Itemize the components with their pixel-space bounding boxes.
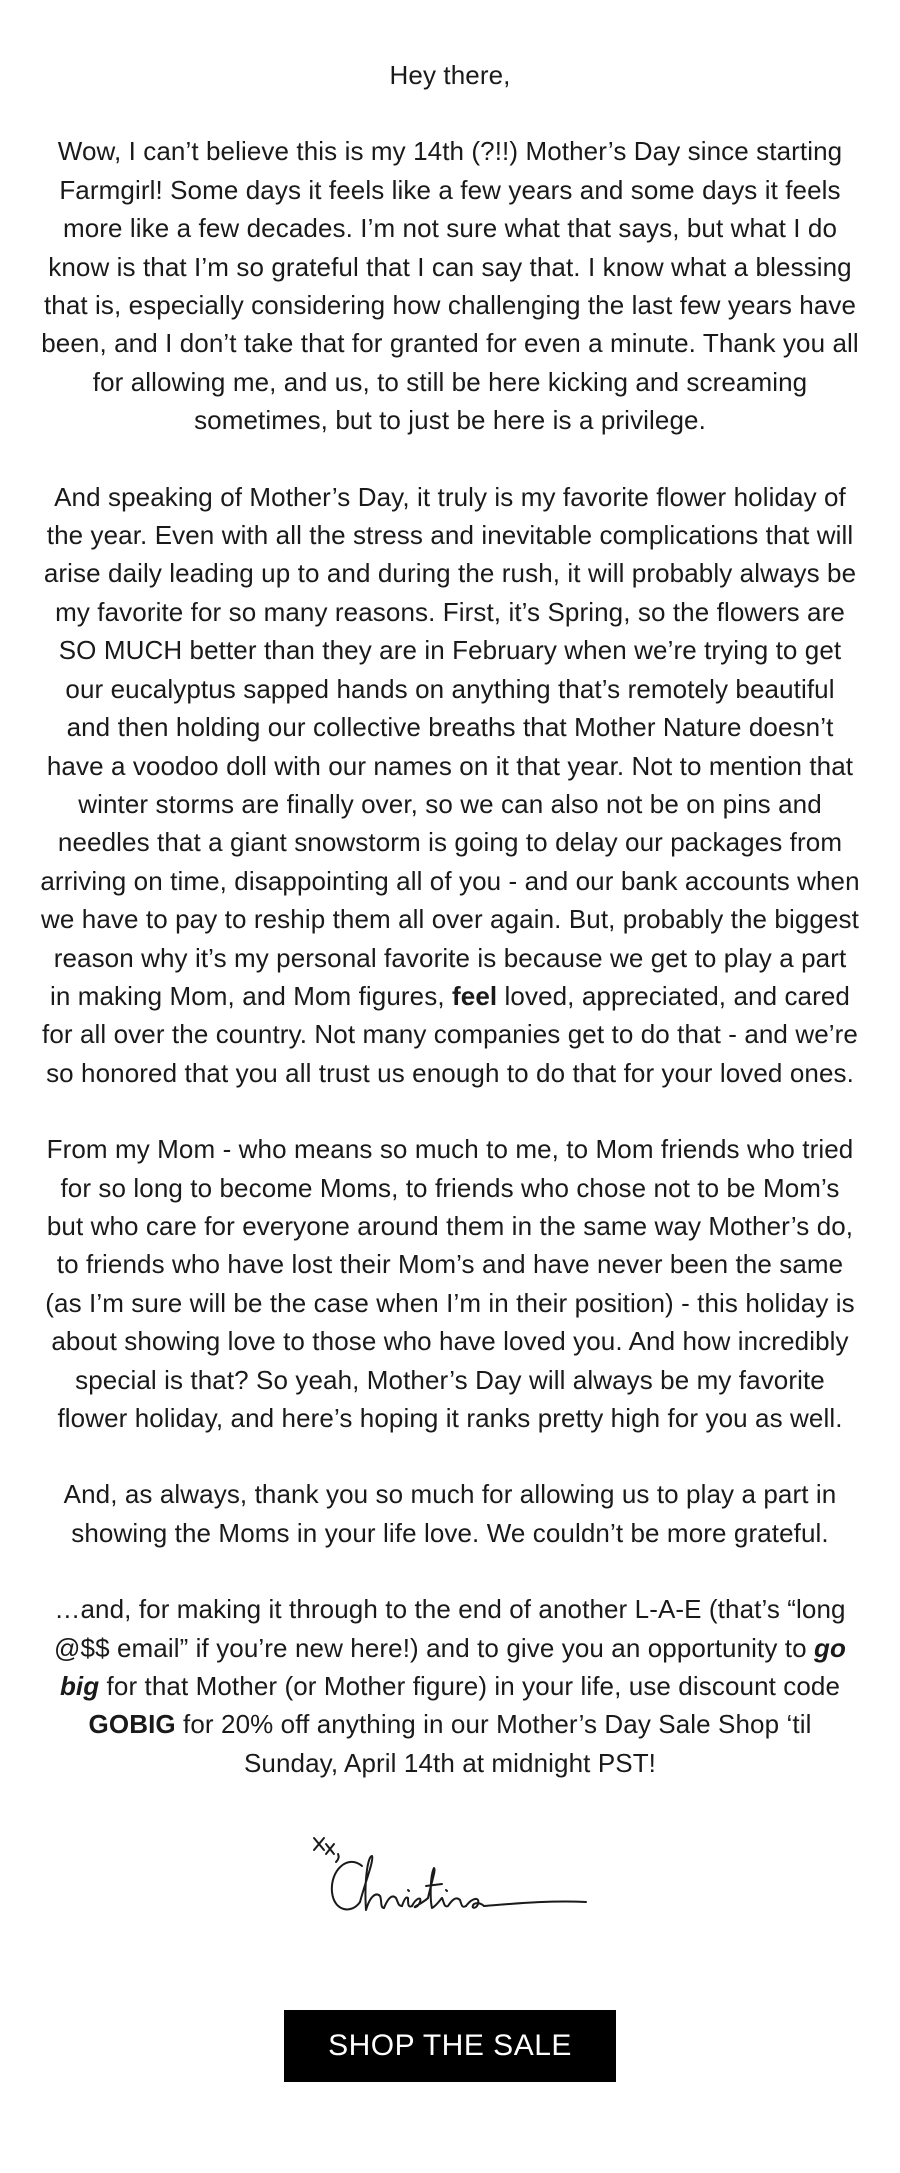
paragraph-mothers-day-text-2: loved, appreciated, and cared for all over the country. Not many companies get to do that - and we’re so honored that you all trust us enough to do that for your loved ones. <box>42 980 858 1088</box>
emphasis-go-big: go big <box>59 1632 846 1702</box>
paragraph-discount <box>40 1590 860 1782</box>
paragraph-mothers-day-text-1: And speaking of Mother’s Day, it truly is my favorite flower holiday of the year. Even with all the stress and inevitable complications that will arise daily leading up to and during the rush, it will probably always be my favorite for so many reasons. First, it’s Spring, so the flowers are SO MUCH better than they are in February when we’re trying to get our eucalyptus sapped hands on anything that’s remotely beautiful and then holding our collective breaths that Mother Nature doesn’t have a voodoo doll with our names on it that year. Not to mention that winter storms are finally over, so we can also not be on pins and needles that a giant snowstorm is going to delay our packages from arriving on time, disappointing all of you - and our bank accounts when we have to pay to reship them all over again. But, probably the biggest reason why it’s my personal favorite is because we get to play a part in making Mom, and Mom figures, <box>40 481 860 1011</box>
discount-text-2: for that Mother (or Mother figure) in your life, use discount code <box>99 1671 841 1702</box>
email-letter <box>40 0 860 1782</box>
paragraph-mothers-day <box>40 478 860 1093</box>
discount-code: GOBIG <box>88 1709 176 1740</box>
bold-feel: feel <box>452 980 498 1011</box>
shop-the-sale-button[interactable]: SHOP THE SALE <box>284 2010 616 2082</box>
paragraph-thanks: And, as always, thank you so much for allowing us to play a part in showing the Moms in your life love. We couldn’t be more grateful. <box>63 1479 837 1548</box>
greeting: Hey there, <box>389 60 511 90</box>
paragraph-intro: Wow, I can’t believe this is my 14th (?!!) Mother’s Day since starting Farmgirl! Some days it feels like a few years and some days it feels more like a few decades. I’m not sure what that says, but what I do know is that I’m so grateful that I can say that. I know what a blessing that is, especially considering how challenging the last few years have been, and I don’t take that for granted for even a minute. Thank you all for allowing me, and us, to still be here kicking and screaming sometimes, but to just be here is a privilege. <box>41 136 859 436</box>
paragraph-moms: From my Mom - who means so much to me, to Mom friends who tried for so long to become Moms, to friends who chose not to be Mom’s but who care for everyone around them in the same way Mother’s do, to friends who have lost their Mom’s and have never been the same (as I’m sure will be the case when I’m in their position) - this holiday is about showing love to those who have loved you. And how incredibly special is that? So yeah, Mother’s Day will always be my favorite flower holiday, and here’s hoping it ranks pretty high for you as well. <box>45 1134 855 1433</box>
cta-container <box>0 2010 900 2082</box>
signature-christina <box>300 1820 600 1940</box>
discount-text-3: for 20% off anything in our Mother’s Day Sale Shop ‘til Sunday, April 14th at midnight PST! <box>175 1709 812 1778</box>
signature-drawing <box>300 1820 600 1940</box>
discount-text-1: …and, for making it through to the end of another L-A-E (that’s “long @$$ email” if you’re new here!) and to give you an opportunity to <box>54 1594 846 1663</box>
